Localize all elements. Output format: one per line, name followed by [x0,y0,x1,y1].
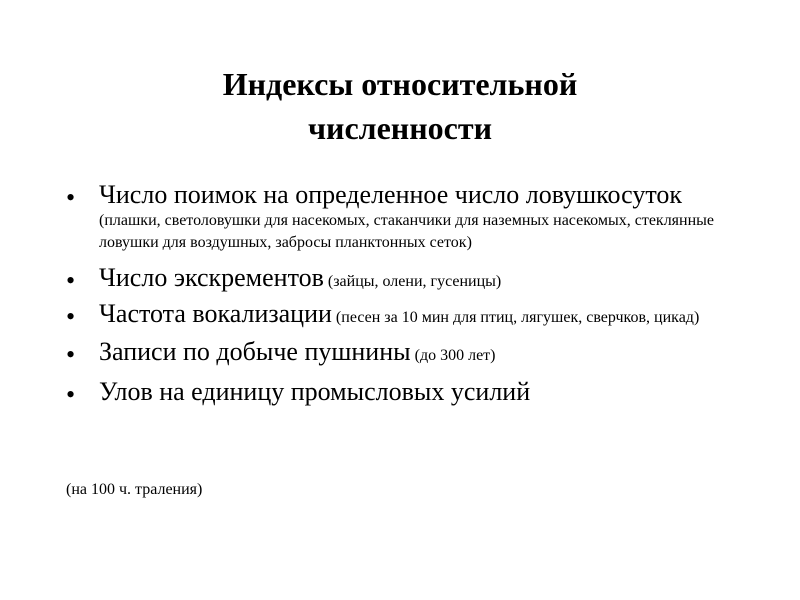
bullet-main-text: Число поимок на определенное число ловушкосуток [99,180,682,209]
title-line-2: численности [307,110,493,146]
bullet-item-catch-per-effort [66,377,746,407]
bullet-dot-icon: • [66,183,76,212]
bullet-item-fur-records [66,337,746,367]
bullet-item-excrements [66,263,746,293]
bullet-detail-text: (зайцы, олени, гусеницы) [327,273,502,290]
bullet-dot-icon: • [66,266,76,295]
bullet-dot-icon: • [66,380,76,409]
bullet-item-trap-catches [66,180,746,254]
bullet-detail-text: (песен за 10 мин для птиц, лягушек, сверчков, цикад) [335,309,700,326]
bullet-main-text: Улов на единицу промысловых усилий [99,377,531,406]
bullet-dot-icon: • [66,340,76,369]
bullet-main-text: Записи по добыче пушнины [99,337,411,366]
bullet-main-text: Частота вокализации [99,299,332,328]
footnote: (на 100 ч. траления) [66,481,203,498]
bullet-detail-text: (до 300 лет) [414,347,496,364]
slide-title [100,62,700,150]
bullet-dot-icon: • [66,302,76,331]
bullet-list [66,180,746,415]
bullet-detail-text: (плашки, светоловушки для насекомых, стаканчики для наземных насекомых, стеклянные ловушки для воздушных, забросы планктонных сеток) [99,212,715,251]
bullet-main-text: Число экскрементов [99,263,324,292]
title-line-1: Индексы относительной [222,66,578,102]
bullet-item-vocalization [66,299,746,329]
